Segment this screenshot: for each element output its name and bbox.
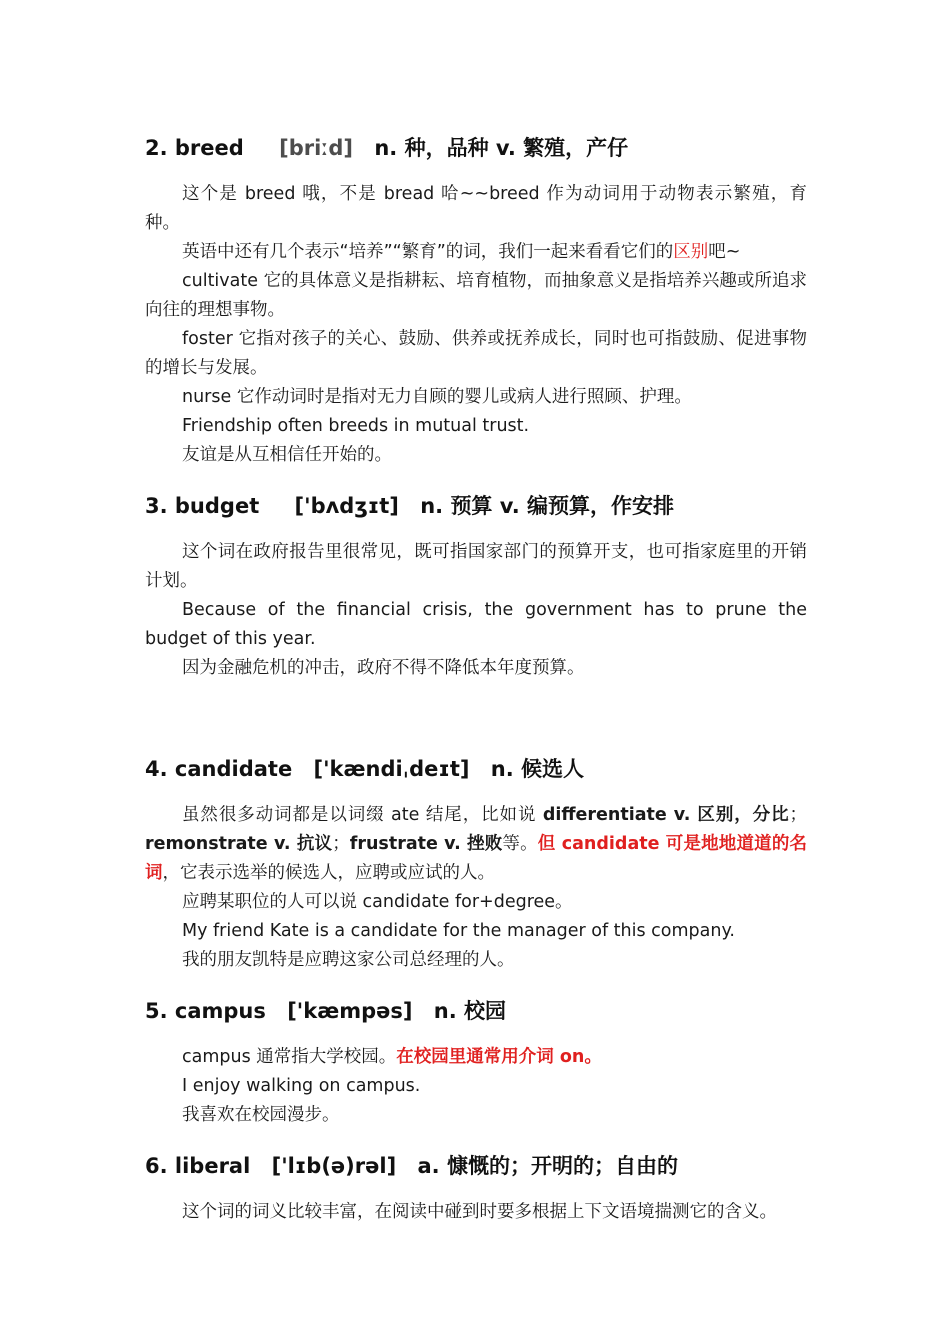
entry-pos: v. [499, 494, 520, 518]
paragraph-text: 吧~ [708, 242, 741, 262]
entry-phonetic: ['kændiˌdeɪt] [313, 757, 470, 781]
entry-phonetic: ['lɪb(ə)rəl] [271, 1154, 397, 1178]
entry-pos: n. [433, 999, 457, 1023]
paragraph [145, 801, 807, 888]
example-sentence: Because of the financial crisis, the government has to prune the budget of this year. [145, 600, 807, 649]
entry-phonetic: ['kæmpəs] [287, 999, 413, 1023]
paragraph [145, 238, 807, 267]
document-content [145, 132, 807, 1227]
entry-definition: 编预算，作安排 [527, 494, 675, 518]
entry-pos: n. [420, 494, 444, 518]
bold-term: differentiate v. 区别，分比 [542, 805, 790, 825]
paragraph-text: 等。 [502, 834, 538, 854]
example-translation: 因为金融危机的冲击，政府不得不降低本年度预算。 [182, 658, 585, 678]
highlight-red: 在校园里通常用介词 on。 [396, 1047, 602, 1067]
highlight-red: 但 candidate 可是地地道道的名词 [145, 834, 808, 883]
bold-term: frustrate v. 挫败 [349, 834, 503, 854]
entry-word: 6. liberal [145, 1154, 251, 1178]
paragraph-text: campus 通常指大学校园。 [182, 1047, 397, 1067]
paragraph: 这个词的词义比较丰富，在阅读中碰到时要多根据上下文语境揣测它的含义。 [182, 1202, 777, 1222]
paragraph-text: ，它表示选举的候选人，应聘或应试的人。 [162, 863, 495, 883]
example-translation: 友谊是从互相信任开始的。 [182, 445, 392, 465]
example-translation: 我喜欢在校园漫步。 [182, 1105, 340, 1125]
entry-heading-breed [145, 132, 807, 164]
entry-definition: 校园 [464, 999, 507, 1023]
paragraph-text: 英语中还有几个表示“培养”“繁育”的词，我们一起来看看它们的 [182, 242, 674, 262]
bold-term: remonstrate v. 抗议 [145, 834, 333, 854]
example-sentence: I enjoy walking on campus. [182, 1076, 421, 1096]
paragraph [145, 1043, 807, 1072]
entry-word: 3. budget [145, 494, 260, 518]
paragraph: foster 它指对孩子的关心、鼓励、供养或抚养成长，同时也可指鼓励、促进事物的增长与发展。 [145, 329, 807, 378]
paragraph: cultivate 它的具体意义是指耕耘、培育植物，而抽象意义是指培养兴趣或所追求向往的理想事物。 [145, 271, 807, 320]
entry-definition: 慷慨的；开明的；自由的 [446, 1154, 678, 1178]
entry-definition: 预算 [450, 494, 493, 518]
example-sentence: My friend Kate is a candidate for the manager of this company. [182, 921, 735, 941]
entry-definition: 繁殖，产仔 [523, 136, 629, 160]
entry-pos: a. [417, 1154, 440, 1178]
example-translation: 我的朋友凯特是应聘这家公司总经理的人。 [182, 950, 515, 970]
entry-definition: 种，品种 [404, 136, 489, 160]
paragraph: 这个是 breed 哦，不是 bread 哈~~breed 作为动词用于动物表示繁殖，育种。 [145, 184, 807, 233]
entry-heading-budget [145, 490, 807, 522]
entry-pos: n. [374, 136, 398, 160]
entry-word: 4. candidate [145, 757, 293, 781]
example-sentence: Friendship often breeds in mutual trust. [182, 416, 530, 436]
paragraph-text: 虽然很多动词都是以词缀 ate 结尾，比如说 [182, 805, 543, 825]
paragraph-text: ； [789, 805, 807, 825]
entry-phonetic: ['bʌdʒɪt] [294, 494, 399, 518]
paragraph: nurse 它作动词时是指对无力自顾的婴儿或病人进行照顾、护理。 [182, 387, 692, 407]
entry-heading-candidate [145, 753, 807, 785]
entry-word: 5. campus [145, 999, 266, 1023]
highlight-red: 区别 [673, 242, 709, 262]
entry-pos: v. [495, 136, 516, 160]
entry-pos: n. [490, 757, 514, 781]
paragraph: 这个词在政府报告里很常见，既可指国家部门的预算开支，也可指家庭里的开销计划。 [145, 542, 807, 591]
paragraph: 应聘某职位的人可以说 candidate for+degree。 [182, 892, 573, 912]
entry-heading-liberal [145, 1150, 807, 1182]
entry-heading-campus [145, 995, 807, 1027]
entry-word: 2. breed [145, 136, 244, 160]
paragraph-text: ； [332, 834, 350, 854]
entry-definition: 候选人 [521, 757, 585, 781]
entry-phonetic: [briːd] [279, 136, 354, 160]
